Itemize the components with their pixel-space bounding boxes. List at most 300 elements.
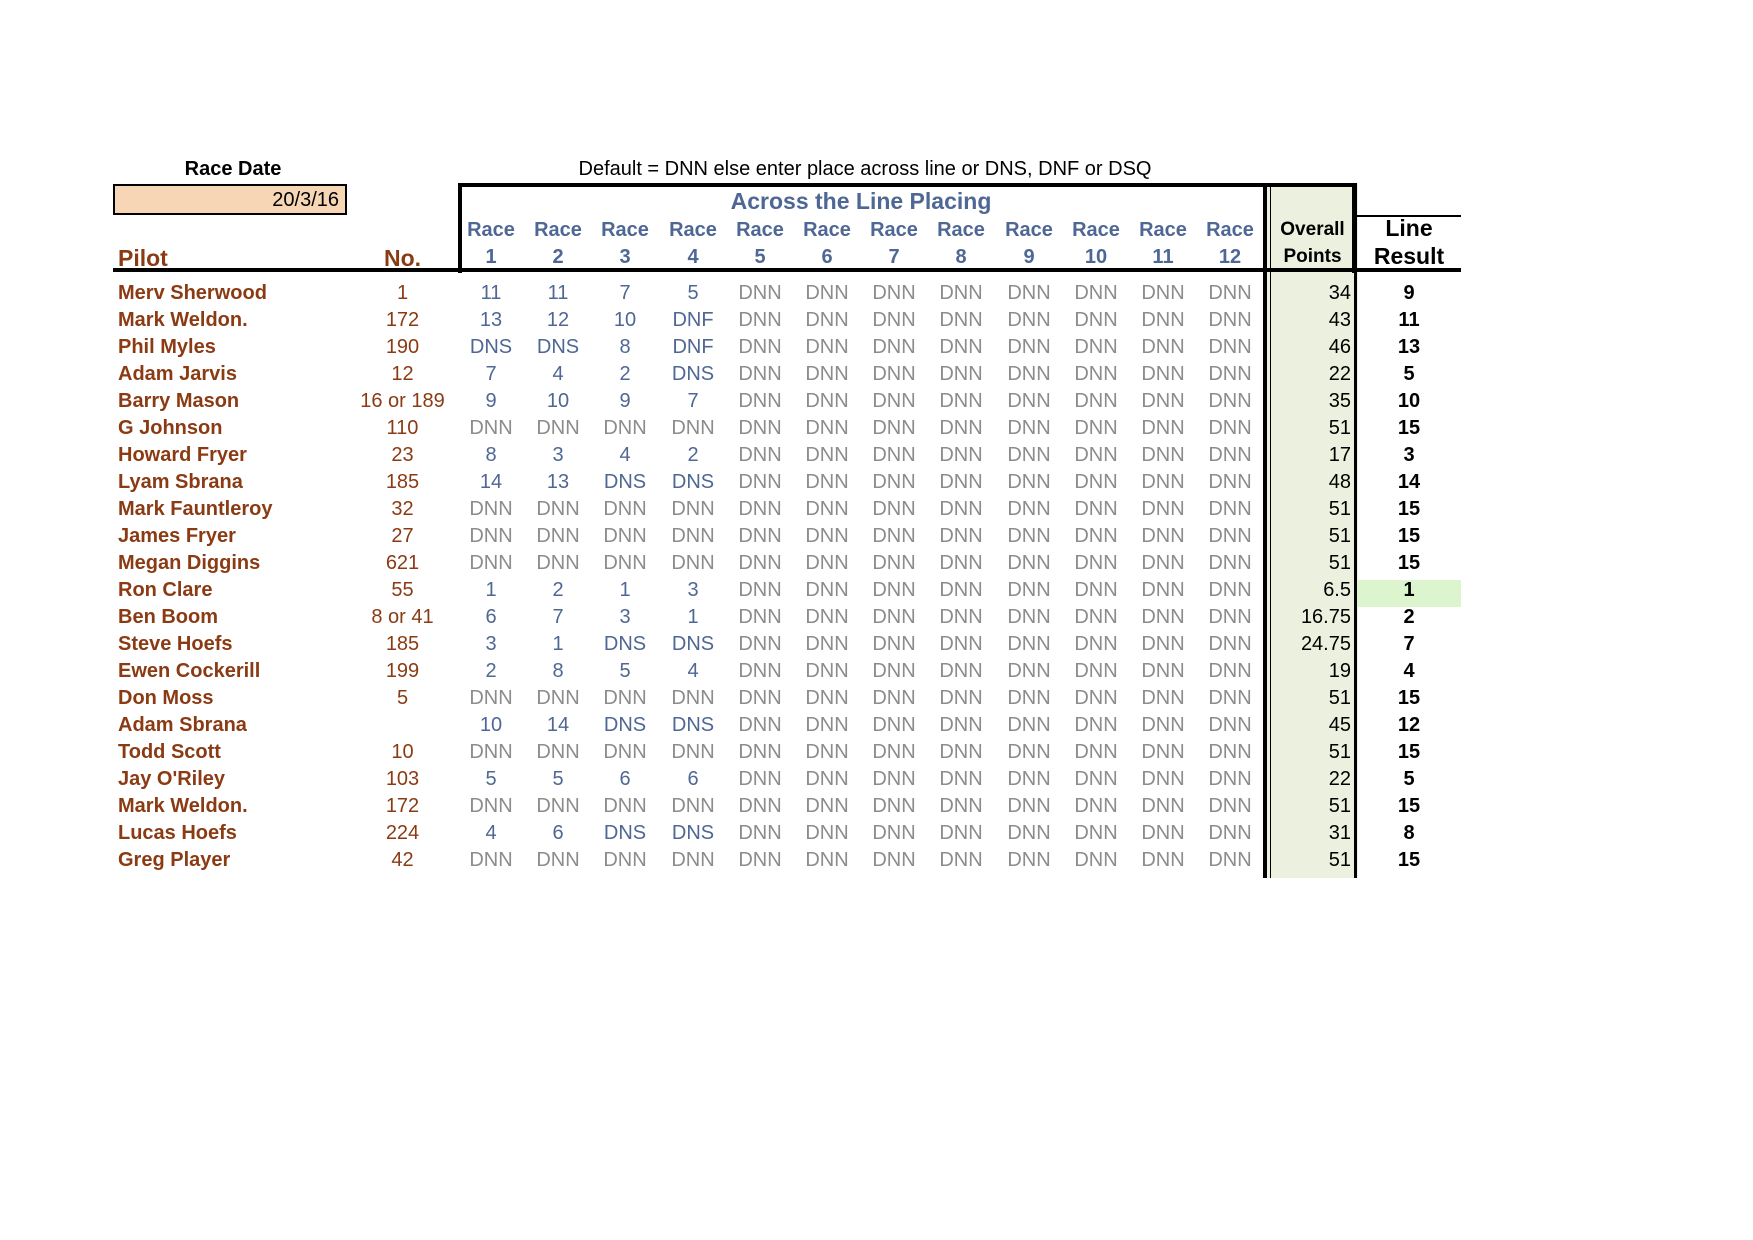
race-placing-cell[interactable]: DNN — [1074, 471, 1118, 493]
race-placing-cell[interactable]: DNS — [536, 336, 580, 358]
table-row — [0, 685, 1753, 712]
race-placing-cell[interactable]: 6 — [619, 768, 631, 790]
race-placing-cell[interactable]: DNN — [939, 444, 983, 466]
race-placing-cell[interactable]: DNN — [1208, 822, 1252, 844]
race-placing-cell[interactable]: DNS — [469, 336, 513, 358]
race-placing-cell[interactable]: DNN — [1208, 471, 1252, 493]
race-placing-cell[interactable]: DNN — [671, 687, 715, 709]
race-placing-cell[interactable]: DNN — [939, 471, 983, 493]
race-placing-cell[interactable]: DNN — [1007, 444, 1051, 466]
race-placing-cell[interactable]: DNF — [672, 336, 714, 358]
race-placing-cell[interactable]: DNN — [1208, 336, 1252, 358]
pilot-number-cell[interactable]: 5 — [396, 687, 409, 709]
race-placing-cell[interactable]: DNN — [805, 363, 849, 385]
race-placing-cell[interactable]: DNN — [1007, 660, 1051, 682]
race-placing-cell[interactable]: DNN — [1074, 525, 1118, 547]
race-placing-cell[interactable]: 3 — [687, 579, 699, 601]
race-placing-cell[interactable]: DNN — [1074, 795, 1118, 817]
race-placing-cell[interactable]: DNN — [805, 417, 849, 439]
race-placing-cell[interactable]: DNN — [1007, 471, 1051, 493]
race-placing-cell[interactable]: DNN — [939, 822, 983, 844]
pilot-number-cell[interactable]: 16 or 189 — [360, 390, 445, 412]
race-placing-cell[interactable]: 2 — [552, 579, 564, 601]
race-placing-cell[interactable]: DNN — [939, 498, 983, 520]
pilot-number-cell[interactable]: 12 — [391, 363, 414, 385]
race-placing-cell[interactable]: DNN — [1074, 606, 1118, 628]
race-placing-cell[interactable]: DNN — [738, 822, 782, 844]
race-placing-cell[interactable]: DNN — [939, 795, 983, 817]
race-placing-cell[interactable]: 7 — [552, 606, 564, 628]
race-placing-cell[interactable]: DNN — [1208, 417, 1252, 439]
race-placing-cell[interactable]: DNN — [738, 552, 782, 574]
race-placing-cell[interactable]: 2 — [619, 363, 631, 385]
race-placing-cell[interactable]: 10 — [613, 309, 637, 331]
race-placing-cell[interactable]: 13 — [546, 471, 570, 493]
pilot-number-cell[interactable]: 172 — [385, 795, 420, 817]
race-placing-cell[interactable]: DNN — [805, 687, 849, 709]
pilot-number-cell[interactable]: 110 — [386, 417, 419, 439]
race-placing-cell[interactable]: 6 — [485, 606, 497, 628]
race-placing-cell[interactable]: DNN — [805, 471, 849, 493]
race-placing-cell[interactable]: DNN — [939, 552, 983, 574]
race-placing-cell[interactable]: DNN — [1208, 714, 1252, 736]
race-placing-cell[interactable]: DNN — [1141, 309, 1185, 331]
race-placing-cell[interactable]: DNN — [1141, 336, 1185, 358]
race-placing-cell[interactable]: DNN — [1208, 633, 1252, 655]
race-placing-cell[interactable]: DNN — [738, 498, 782, 520]
race-placing-cell[interactable]: 11 — [480, 282, 502, 304]
race-placing-cell[interactable]: DNN — [805, 633, 849, 655]
race-placing-cell[interactable]: 14 — [546, 714, 570, 736]
race-placing-cell[interactable]: DNN — [738, 714, 782, 736]
race-placing-cell[interactable]: 10 — [546, 390, 570, 412]
race-placing-cell[interactable]: DNN — [1007, 687, 1051, 709]
race-placing-cell[interactable]: DNN — [872, 768, 916, 790]
race-placing-cell[interactable]: DNN — [1208, 687, 1252, 709]
line-result-cell: 7 — [1403, 633, 1415, 655]
race-placing-cell[interactable]: DNN — [469, 741, 513, 763]
race-placing-cell[interactable]: DNN — [1208, 579, 1252, 601]
race-placing-cell[interactable]: DNN — [1074, 741, 1118, 763]
race-placing-cell[interactable]: DNN — [1208, 660, 1252, 682]
race-placing-cell[interactable]: DNN — [1074, 552, 1118, 574]
race-placing-cell[interactable]: DNN — [1141, 444, 1185, 466]
race-placing-cell[interactable]: DNN — [1141, 579, 1185, 601]
race-placing-cell[interactable]: 1 — [485, 579, 497, 601]
race-placing-cell[interactable]: DNN — [1208, 768, 1252, 790]
race-placing-cell[interactable]: DNN — [738, 525, 782, 547]
race-placing-cell[interactable]: DNN — [805, 309, 849, 331]
race-placing-cell[interactable]: DNS — [671, 633, 715, 655]
race-placing-cell[interactable]: 7 — [687, 390, 699, 412]
race-placing-cell[interactable]: DNN — [872, 606, 916, 628]
race-placing-cell[interactable]: DNN — [939, 579, 983, 601]
race-placing-cell[interactable]: DNN — [1007, 633, 1051, 655]
race-placing-cell[interactable]: DNN — [1007, 606, 1051, 628]
race-placing-cell[interactable]: DNN — [738, 417, 782, 439]
race-placing-cell[interactable]: DNN — [939, 606, 983, 628]
race-placing-cell[interactable]: DNN — [872, 660, 916, 682]
race-placing-cell[interactable]: DNN — [738, 768, 782, 790]
race-placing-cell[interactable]: DNN — [738, 471, 782, 493]
race-placing-cell[interactable]: DNN — [536, 498, 580, 520]
race-placing-cell[interactable]: DNN — [738, 444, 782, 466]
race-placing-cell[interactable]: DNN — [1007, 768, 1051, 790]
race-placing-cell[interactable]: DNN — [469, 525, 513, 547]
race-placing-cell[interactable]: DNN — [1141, 417, 1185, 439]
race-placing-cell[interactable]: DNN — [1007, 498, 1051, 520]
line-result-cell: 15 — [1397, 552, 1421, 574]
race-placing-cell[interactable]: DNN — [805, 498, 849, 520]
race-placing-cell[interactable]: DNN — [939, 849, 983, 871]
race-placing-cell[interactable]: DNN — [1141, 633, 1185, 655]
race-placing-cell[interactable]: DNN — [738, 336, 782, 358]
race-placing-cell[interactable]: 7 — [485, 363, 497, 385]
race-placing-cell[interactable]: 2 — [687, 444, 699, 466]
race-placing-cell[interactable]: DNN — [1007, 714, 1051, 736]
race-placing-cell[interactable]: 9 — [485, 390, 497, 412]
race-placing-cell[interactable]: DNN — [939, 660, 983, 682]
race-placing-cell[interactable]: DNS — [671, 471, 715, 493]
race-placing-cell[interactable]: DNN — [872, 309, 916, 331]
race-placing-cell[interactable]: DNS — [671, 714, 715, 736]
race-placing-cell[interactable]: DNN — [1141, 660, 1185, 682]
race-placing-cell[interactable]: DNS — [603, 714, 647, 736]
race-placing-cell[interactable]: DNN — [671, 795, 715, 817]
race-placing-cell[interactable]: DNN — [1141, 822, 1185, 844]
race-placing-cell[interactable]: DNN — [1007, 822, 1051, 844]
race-placing-cell[interactable]: DNN — [1007, 336, 1051, 358]
race-placing-cell[interactable]: DNN — [872, 849, 916, 871]
race-placing-cell[interactable]: DNN — [469, 552, 513, 574]
race-placing-cell[interactable]: DNN — [805, 444, 849, 466]
pilot-number-cell[interactable]: 32 — [391, 498, 414, 520]
race-placing-cell[interactable]: 1 — [687, 606, 699, 628]
race-placing-cell[interactable]: DNN — [1074, 309, 1118, 331]
race-placing-cell[interactable]: DNN — [738, 687, 782, 709]
race-placing-cell[interactable]: DNN — [939, 417, 983, 439]
race-placing-cell[interactable]: DNN — [805, 525, 849, 547]
race-placing-cell[interactable]: DNN — [1074, 633, 1118, 655]
race-placing-cell[interactable]: 4 — [485, 822, 497, 844]
race-placing-cell[interactable]: DNN — [1074, 282, 1118, 304]
race-placing-cell[interactable]: DNN — [939, 714, 983, 736]
race-placing-cell[interactable]: DNN — [805, 768, 849, 790]
pilot-number-cell[interactable]: 27 — [391, 525, 414, 547]
race-placing-cell[interactable]: DNN — [805, 795, 849, 817]
race-placing-cell[interactable]: DNN — [872, 795, 916, 817]
race-placing-cell[interactable]: 3 — [485, 633, 497, 655]
race-placing-cell[interactable]: DNN — [805, 660, 849, 682]
pilot-number-cell[interactable]: 55 — [391, 579, 414, 601]
pilot-number-cell[interactable]: 1 — [396, 282, 409, 304]
race-placing-cell[interactable]: DNN — [469, 795, 513, 817]
pilot-number-cell[interactable]: 190 — [385, 336, 420, 358]
race-placing-cell[interactable]: DNN — [805, 552, 849, 574]
race-placing-cell[interactable]: DNN — [1208, 309, 1252, 331]
race-placing-cell[interactable]: DNN — [805, 849, 849, 871]
race-placing-cell[interactable]: DNN — [805, 714, 849, 736]
race-placing-cell[interactable]: DNN — [738, 633, 782, 655]
pilot-number-cell[interactable]: 185 — [385, 633, 420, 655]
race-placing-cell[interactable]: DNN — [738, 849, 782, 871]
race-placing-cell[interactable]: DNN — [1007, 849, 1051, 871]
race-placing-cell[interactable]: DNN — [1208, 525, 1252, 547]
pilot-name-cell: G Johnson — [118, 417, 223, 439]
race-placing-cell[interactable]: DNN — [469, 687, 513, 709]
race-placing-cell[interactable]: DNN — [805, 606, 849, 628]
race-placing-cell[interactable]: DNN — [1141, 363, 1185, 385]
race-placing-cell[interactable]: 9 — [619, 390, 631, 412]
race-placing-cell[interactable]: DNN — [738, 795, 782, 817]
race-placing-cell[interactable]: DNN — [738, 660, 782, 682]
race-placing-cell[interactable]: DNN — [939, 390, 983, 412]
race-placing-cell[interactable]: DNN — [1074, 714, 1118, 736]
race-placing-cell[interactable]: 8 — [485, 444, 497, 466]
pilot-number-cell[interactable]: 621 — [385, 552, 420, 574]
race-placing-cell[interactable]: DNN — [1141, 525, 1185, 547]
race-placing-cell[interactable]: DNN — [939, 525, 983, 547]
pilot-number-cell[interactable]: 8 or 41 — [371, 606, 434, 628]
race-placing-cell[interactable]: DNN — [536, 525, 580, 547]
race-placing-cell[interactable]: DNN — [872, 687, 916, 709]
pilot-number-cell[interactable]: 199 — [385, 660, 420, 682]
race-placing-cell[interactable]: DNN — [805, 282, 849, 304]
race-placing-cell[interactable]: 8 — [619, 336, 631, 358]
race-placing-cell[interactable]: 2 — [485, 660, 497, 682]
pilot-number-cell[interactable]: 224 — [385, 822, 420, 844]
race-placing-cell[interactable]: DNN — [1208, 390, 1252, 412]
race-placing-cell[interactable]: DNN — [1208, 552, 1252, 574]
race-placing-cell[interactable]: DNN — [805, 336, 849, 358]
race-placing-cell[interactable]: DNN — [1007, 309, 1051, 331]
race-placing-cell[interactable]: DNN — [671, 849, 715, 871]
race-placing-cell[interactable]: 1 — [619, 579, 631, 601]
race-placing-cell[interactable]: DNN — [738, 579, 782, 601]
race-placing-cell[interactable]: DNN — [1208, 606, 1252, 628]
race-placing-cell[interactable]: DNN — [872, 552, 916, 574]
race-placing-cell[interactable]: 5 — [485, 768, 497, 790]
race-placing-cell[interactable]: 7 — [619, 282, 631, 304]
race-placing-cell[interactable]: DNN — [1007, 363, 1051, 385]
race-placing-cell[interactable]: DNN — [805, 741, 849, 763]
race-placing-cell[interactable]: DNN — [939, 687, 983, 709]
race-placing-cell[interactable]: DNN — [1074, 579, 1118, 601]
race-placing-cell[interactable]: DNN — [939, 768, 983, 790]
race-placing-cell[interactable]: DNN — [872, 282, 916, 304]
race-placing-cell[interactable]: DNN — [872, 498, 916, 520]
race-placing-cell[interactable]: DNN — [1208, 741, 1252, 763]
race-date-field[interactable] — [113, 184, 347, 215]
race-placing-cell[interactable]: DNN — [1074, 849, 1118, 871]
race-placing-cell[interactable]: DNN — [603, 417, 647, 439]
race-placing-cell[interactable]: DNS — [671, 822, 715, 844]
race-placing-cell[interactable]: DNN — [469, 849, 513, 871]
race-placing-cell[interactable]: DNN — [1141, 768, 1185, 790]
race-placing-cell[interactable]: DNN — [1141, 552, 1185, 574]
race-placing-cell[interactable]: DNN — [872, 822, 916, 844]
race-placing-cell[interactable]: DNN — [738, 282, 782, 304]
race-placing-cell[interactable]: DNS — [671, 363, 715, 385]
race-placing-cell[interactable]: DNN — [1141, 687, 1185, 709]
race-placing-cell[interactable]: DNN — [939, 363, 983, 385]
race-placing-cell[interactable]: DNN — [1074, 822, 1118, 844]
race-placing-cell[interactable]: DNF — [672, 309, 714, 331]
race-header-word: Race — [1005, 219, 1053, 241]
race-placing-cell[interactable]: 6 — [687, 768, 699, 790]
race-placing-cell[interactable]: DNN — [872, 714, 916, 736]
race-placing-cell[interactable]: DNN — [1007, 795, 1051, 817]
race-placing-cell[interactable]: DNN — [1007, 579, 1051, 601]
race-placing-cell[interactable]: DNN — [872, 471, 916, 493]
race-placing-cell[interactable]: DNN — [1208, 444, 1252, 466]
race-placing-cell[interactable]: DNN — [738, 606, 782, 628]
pilot-column-header: Pilot — [118, 245, 168, 271]
pilot-number-cell[interactable]: 185 — [385, 471, 420, 493]
race-placing-cell[interactable]: DNN — [671, 525, 715, 547]
race-placing-cell[interactable]: DNN — [603, 498, 647, 520]
race-placing-cell[interactable]: DNN — [872, 390, 916, 412]
race-placing-cell[interactable]: DNN — [469, 498, 513, 520]
race-placing-cell[interactable]: DNN — [872, 363, 916, 385]
pilot-number-cell[interactable]: 42 — [391, 849, 414, 871]
pilot-number-cell[interactable]: 172 — [385, 309, 420, 331]
race-placing-cell[interactable]: DNN — [671, 741, 715, 763]
race-placing-cell[interactable]: DNN — [671, 552, 715, 574]
race-placing-cell[interactable]: DNN — [872, 525, 916, 547]
race-placing-cell[interactable]: DNN — [469, 417, 513, 439]
race-placing-cell[interactable]: DNN — [1074, 363, 1118, 385]
race-placing-cell[interactable]: DNN — [1141, 282, 1185, 304]
race-placing-cell[interactable]: DNN — [1208, 849, 1252, 871]
race-placing-cell[interactable]: DNN — [872, 741, 916, 763]
race-placing-cell[interactable]: DNN — [603, 849, 647, 871]
race-placing-cell[interactable]: DNN — [872, 444, 916, 466]
race-placing-cell[interactable]: DNN — [1208, 498, 1252, 520]
race-placing-cell[interactable]: DNN — [738, 309, 782, 331]
race-placing-cell[interactable]: DNN — [603, 552, 647, 574]
race-placing-cell[interactable]: DNN — [939, 633, 983, 655]
pilot-name-cell: Ron Clare — [118, 579, 213, 601]
race-placing-cell[interactable]: 3 — [552, 444, 564, 466]
race-placing-cell[interactable]: DNN — [939, 309, 983, 331]
race-placing-cell[interactable]: DNN — [738, 363, 782, 385]
race-placing-cell[interactable]: 4 — [619, 444, 631, 466]
race-placing-cell[interactable]: 12 — [546, 309, 570, 331]
race-placing-cell[interactable]: DNN — [1074, 660, 1118, 682]
race-placing-cell[interactable]: DNN — [1007, 741, 1051, 763]
race-placing-cell[interactable]: DNN — [1141, 498, 1185, 520]
race-placing-cell[interactable]: 6 — [552, 822, 564, 844]
race-placing-cell[interactable]: DNN — [939, 741, 983, 763]
race-placing-cell[interactable]: 14 — [479, 471, 503, 493]
race-placing-cell[interactable]: 13 — [479, 309, 503, 331]
race-placing-cell[interactable]: DNN — [1007, 390, 1051, 412]
race-placing-cell[interactable]: 10 — [479, 714, 503, 736]
race-placing-cell[interactable]: DNN — [536, 552, 580, 574]
race-placing-cell[interactable]: DNN — [872, 633, 916, 655]
pilot-number-cell[interactable]: 10 — [391, 741, 414, 763]
race-placing-cell[interactable]: DNN — [738, 390, 782, 412]
race-placing-cell[interactable]: DNN — [1208, 282, 1252, 304]
race-placing-cell[interactable]: DNN — [1074, 444, 1118, 466]
race-placing-cell[interactable]: DNN — [1141, 471, 1185, 493]
race-placing-cell[interactable]: DNN — [603, 741, 647, 763]
race-placing-cell[interactable]: DNN — [536, 417, 580, 439]
race-placing-cell[interactable]: DNN — [872, 336, 916, 358]
race-placing-cell[interactable]: DNN — [671, 498, 715, 520]
race-placing-cell[interactable]: DNN — [805, 390, 849, 412]
race-placing-cell[interactable]: DNN — [1074, 390, 1118, 412]
race-placing-cell[interactable]: DNN — [1141, 606, 1185, 628]
race-placing-cell[interactable]: DNN — [805, 579, 849, 601]
race-placing-cell[interactable]: DNN — [1141, 741, 1185, 763]
race-placing-cell[interactable]: DNN — [536, 687, 580, 709]
race-placing-cell[interactable]: DNN — [1074, 687, 1118, 709]
race-placing-cell[interactable]: DNN — [805, 822, 849, 844]
overall-points-cell: 51 — [1328, 417, 1351, 439]
race-placing-cell[interactable]: 3 — [619, 606, 631, 628]
race-placing-cell[interactable]: DNN — [872, 579, 916, 601]
pilot-name-cell: Jay O'Riley — [118, 768, 226, 790]
overall-points-cell: 19 — [1328, 660, 1351, 682]
race-placing-cell[interactable]: DNN — [1007, 417, 1051, 439]
race-placing-cell[interactable]: 4 — [687, 660, 699, 682]
race-placing-cell[interactable]: 11 — [547, 282, 569, 304]
race-placing-cell[interactable]: DNN — [1074, 768, 1118, 790]
race-placing-cell[interactable]: DNN — [1208, 795, 1252, 817]
race-placing-cell[interactable]: DNS — [603, 633, 647, 655]
race-placing-cell[interactable]: DNN — [536, 795, 580, 817]
race-placing-cell[interactable]: 5 — [552, 768, 564, 790]
race-placing-cell[interactable]: DNN — [1007, 552, 1051, 574]
race-placing-cell[interactable]: DNN — [1007, 525, 1051, 547]
race-placing-cell[interactable]: DNN — [1074, 417, 1118, 439]
line-result-cell: 11 — [1398, 309, 1420, 331]
race-placing-cell[interactable]: DNN — [671, 417, 715, 439]
race-placing-cell[interactable]: DNN — [1208, 363, 1252, 385]
pilot-number-cell[interactable]: 103 — [385, 768, 420, 790]
race-placing-cell[interactable]: DNN — [603, 795, 647, 817]
race-placing-cell[interactable]: DNN — [939, 336, 983, 358]
race-placing-cell[interactable]: DNS — [603, 471, 647, 493]
table-row — [0, 523, 1753, 550]
race-placing-cell[interactable]: DNN — [1141, 795, 1185, 817]
race-placing-cell[interactable]: 1 — [552, 633, 564, 655]
race-placing-cell[interactable]: DNS — [603, 822, 647, 844]
race-placing-cell[interactable]: DNN — [1007, 282, 1051, 304]
race-placing-cell[interactable]: DNN — [1074, 498, 1118, 520]
overall-points-cell: 51 — [1328, 795, 1351, 817]
race-placing-cell[interactable]: DNN — [872, 417, 916, 439]
race-placing-cell[interactable]: DNN — [536, 741, 580, 763]
race-placing-cell[interactable]: DNN — [603, 525, 647, 547]
race-placing-cell[interactable]: DNN — [603, 687, 647, 709]
race-placing-cell[interactable]: DNN — [738, 741, 782, 763]
race-placing-cell[interactable]: 4 — [552, 363, 564, 385]
race-placing-cell[interactable]: 5 — [687, 282, 699, 304]
race-placing-cell[interactable]: 8 — [552, 660, 564, 682]
line-result-header — [1357, 214, 1461, 270]
race-placing-cell[interactable]: DNN — [939, 282, 983, 304]
race-placing-cell[interactable]: DNN — [1141, 390, 1185, 412]
race-placing-cell[interactable]: DNN — [1141, 849, 1185, 871]
pilot-number-cell[interactable]: 23 — [391, 444, 414, 466]
race-placing-cell[interactable]: DNN — [1141, 714, 1185, 736]
race-placing-cell[interactable]: DNN — [1074, 336, 1118, 358]
race-placing-cell[interactable]: DNN — [536, 849, 580, 871]
race-placing-cell[interactable]: 5 — [619, 660, 631, 682]
